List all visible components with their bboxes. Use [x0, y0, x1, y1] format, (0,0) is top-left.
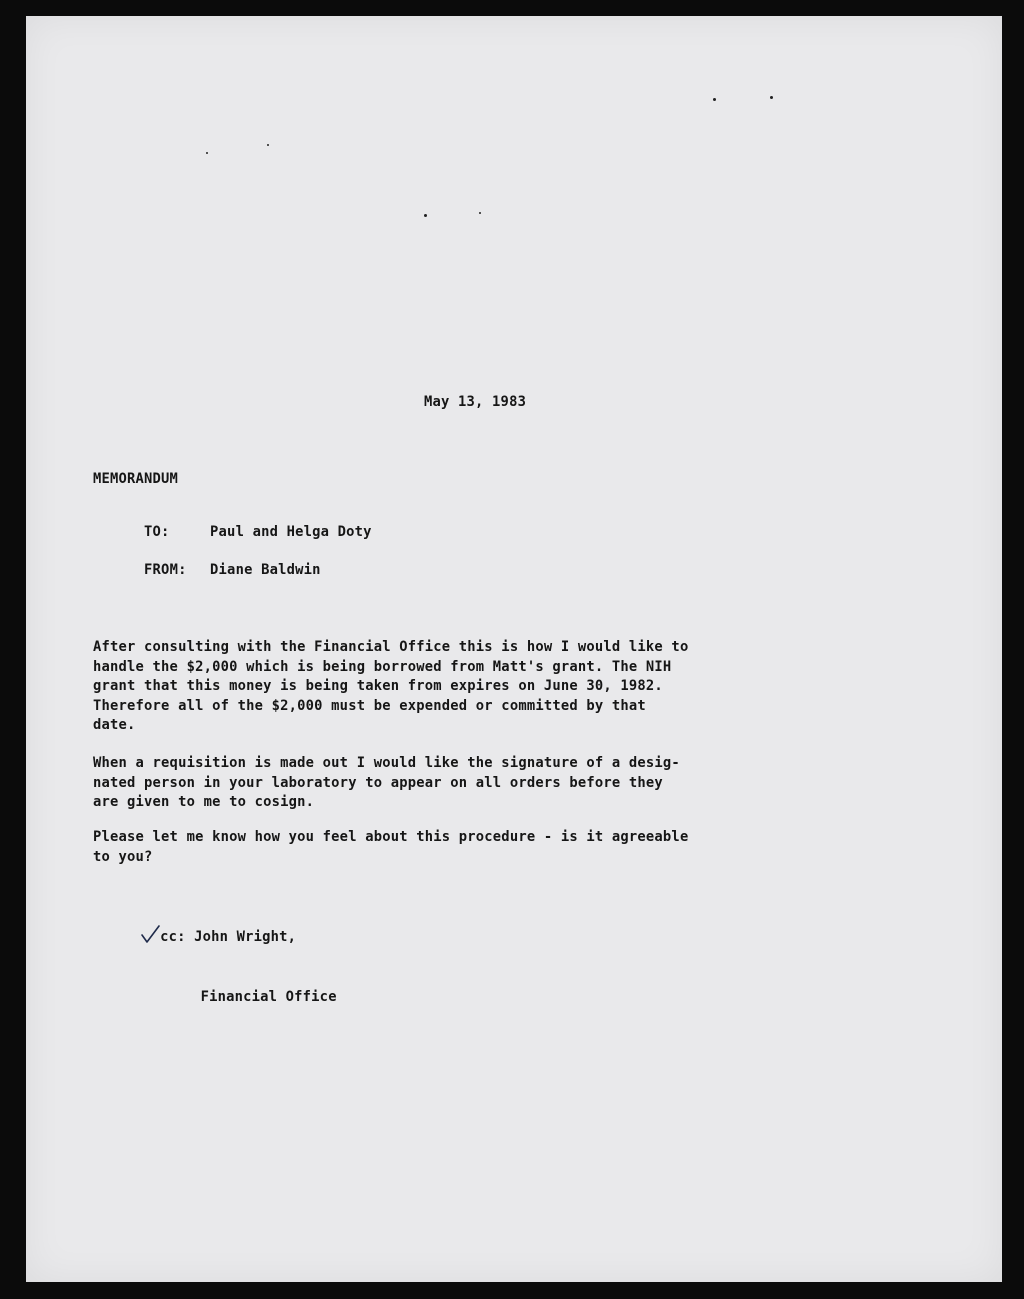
memo-cc-block	[72, 904, 337, 1027]
memo-paragraph: Please let me know how you feel about this procedure - is it agreeable to you?	[93, 829, 689, 865]
memo-date: May 13, 1983	[424, 394, 527, 410]
to-label: TO:	[144, 524, 170, 540]
to-value: Paul and Helga Doty	[210, 524, 372, 540]
memo-paragraph: When a requisition is made out I would like the signature of a desig- nated person in your laboratory to appear on all orders before they are given to me to cosign.	[93, 755, 680, 810]
from-value: Diane Baldwin	[210, 562, 321, 578]
cc-name: John Wright,	[194, 929, 297, 945]
handwritten-check-icon	[140, 924, 160, 944]
cc-department: Financial Office	[200, 989, 337, 1005]
memo-heading: MEMORANDUM	[93, 471, 179, 487]
from-label: FROM:	[144, 562, 187, 578]
memo-page	[26, 16, 1002, 1282]
cc-label: cc:	[160, 929, 186, 945]
memo-paragraph: After consulting with the Financial Office this is how I would like to handle the $2,000 which is being borrowed from Matt's grant. The NIH grant that this money is being taken from expires on June 30, 1982. Therefore all of the $2,000 must be expended or committed by that date.	[93, 639, 689, 733]
memo-from-row	[93, 546, 321, 594]
